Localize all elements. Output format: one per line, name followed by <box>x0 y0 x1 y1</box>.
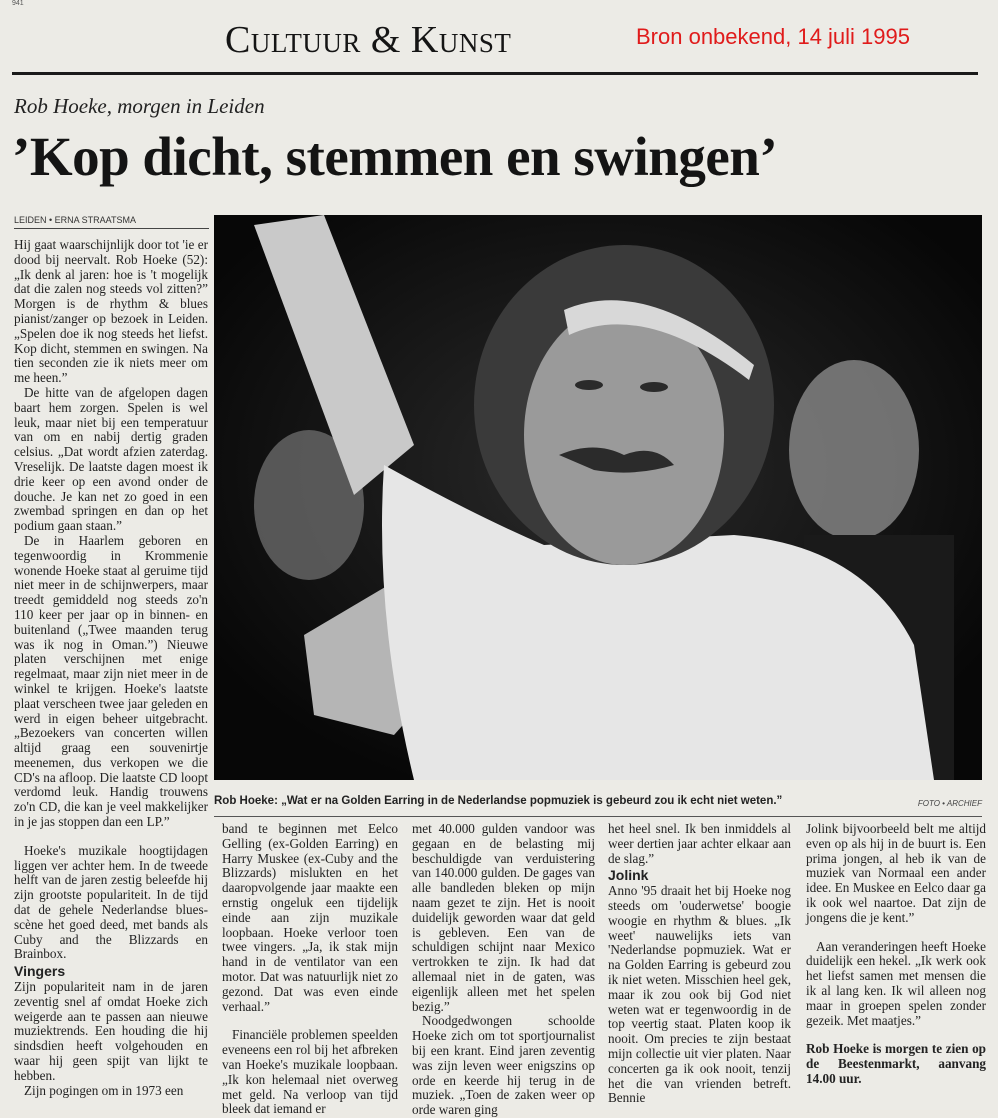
paragraph: band te beginnen met Eelco Gelling (ex-Golden Earring) en Harry Muskee (ex-Cuby and the Blizzards) mislukten en het daaropvolgende jaar maakte een ernstig ongeluk een tijdelijk einde aan zijn muzikale loopbaan. Hoeke verloor toen twee vingers. „Ja, ik stak mijn hand in de ventilator van een motor. Dat was natuurlijk niet zo gezond. Dat was even einde verhaal.” <box>222 821 398 1014</box>
kicker: Rob Hoeke, morgen in Leiden <box>14 94 265 118</box>
photo-credit: FOTO • ARCHIEF <box>917 799 982 808</box>
paragraph: Hij gaat waarschijnlijk door tot 'ie er dood bij neervalt. Rob Hoeke (52): „Ik denk al jaren: hoe is 't mogelijk dat die zalen nog steeds vol zitten?” Morgen is de rhythm & blues pianist/zanger op bezoek in Leiden. „Spelen doe ik nog steeds het liefst. Kop dicht, stemmen en swingen. Na tien seconden zie ik niets meer om me heen.” <box>14 237 208 386</box>
section-title: Cultuur & Kunst <box>225 19 512 61</box>
paragraph: met 40.000 gulden vandoor was gegaan en de belasting mij beschuldigde van verduistering van 140.000 gulden. De gages van alle bandleden bleken op mijn naam gezet te zijn. Het is nooit duidelijk geworden waar dat geld is gebleven. Een van de schuldigen schijnt naar Mexico vertrokken te zijn. Ik had dat allemaal niet in de gaten, was eigenlijk alleen met het spelen bezig.” <box>412 821 595 1014</box>
headline: ’Kop dicht, stemmen en swingen’ <box>12 126 778 187</box>
header-rule <box>12 72 978 75</box>
page-number: 941 <box>12 0 24 7</box>
article-photo <box>214 215 982 780</box>
subheading-jolink: Jolink <box>608 867 649 884</box>
article-column-2 <box>222 822 398 1117</box>
photo-image <box>214 215 982 780</box>
article-column-1 <box>14 238 208 1098</box>
subheading-vingers: Vingers <box>14 963 66 980</box>
paragraph: Jolink bijvoorbeeld belt me altijd even op als hij in de buurt is. Een prima jongen, al heb ik van de muziek van Normaal een ander idee. En Muskee en Eelco daar ga ik ook wel naartoe. Dat zijn de jongens die je kent.” <box>806 821 986 925</box>
closing-note: Rob Hoeke is morgen te zien op de Beestenmarkt, aanvang 14.00 uur. <box>806 1041 986 1086</box>
paragraph: het heel snel. Ik ben inmiddels al weer dertien jaar achter elkaar aan de slag.” <box>608 821 791 866</box>
article-column-4 <box>608 822 791 1106</box>
paragraph: Zijn populariteit nam in de jaren zeventig snel af omdat Hoeke zich weigerde aan te passen aan nieuwe muziektrends. Een houding die hij sindsdien heeft volgehouden en waar hij geen spijt van lijkt te hebben. <box>14 979 208 1083</box>
article-column-5 <box>806 822 986 1087</box>
paragraph: Zijn pogingen om in 1973 een <box>24 1082 184 1098</box>
paragraph: Financiële problemen speelden eveneens een rol bij het afbreken van Hoeke's muzikale loopbaan. „Ik kon helemaal niet overweg met geld. Na verloop van tijd bleek dat iemand er <box>222 1027 398 1117</box>
paragraph: Anno '95 draait het bij Hoeke nog steeds om 'ouderwetse' boogie woogie en rhythm & blues. „Ik weet' nauwelijks iets van 'Nederlandse popmuziek. Wat er na Golden Earring is gebeurd zou ik niet weten. Misschien heel gek, maar ik zou ook bij God niet weten wat er tegenwoordig in de top veertig staat. Platen koop ik nooit. Om precies te zijn bestaat mijn collectie uit vier platen. Naar concerten ga ik ook nooit, tenzij het die van vrienden betreft. Bennie <box>608 883 791 1106</box>
caption-rule <box>214 816 982 817</box>
paragraph: De in Haarlem geboren en tegenwoordig in Krommenie wonende Hoeke staat al geruime tijd niet meer in de schijnwerpers, maar treedt gemiddeld nog steeds zo'n 110 keer per jaar op in binnen- en buitenland („Twee maanden terug was ik nog in Oman.”) Nieuwe platen verschijnen met enige regelmaat, maar zijn niet meer in de winkel te krijgen. Hoeke's laatste plaat verscheen twee jaar geleden en werd in eigen beheer uitgebracht. „Bezoekers van concerten willen altijd graag een souvenirtje meenemen, dus verkopen we die CD's na afloop. Die laatste CD loopt verdomd leuk. Handig trouwens zo'n CD, die kan je veel makkelijker in je jas stoppen dan een LP.” <box>14 532 208 830</box>
paragraph: De hitte van de afgelopen dagen baart hem zorgen. Spelen is wel leuk, maar niet bij een temperatuur van om en nabij dertig graden celsius. „Dat wordt afzien zaterdag. Vreselijk. De laatste dagen moest ik drie keer op een avond onder de douche. Je kan net zo goed in een zwembad springen en dan op het podium gaan staan.” <box>14 384 208 534</box>
paragraph: Hoeke's muzikale hoogtijdagen liggen ver achter hem. In de tweede helft van de jaren zestig beleefde hij zijn grootste populariteit. In de tijd dat de gehele Nederlandse blues-scène het goed deed, met bands als Cuby and the Blizzards en Brainbox. <box>14 842 208 962</box>
photo-caption: Rob Hoeke: „Wat er na Golden Earring in de Nederlandse popmuziek is gebeurd zou ik echt niet weten.” <box>214 795 783 807</box>
paragraph: Aan veranderingen heeft Hoeke duidelijk een hekel. „Ik werk ook het liefst samen met mensen die ik al lang ken. Ik wil alleen nog maar in groepen spelen zonder gezeik. Met maatjes.” <box>806 938 986 1028</box>
source-note: Bron onbekend, 14 juli 1995 <box>636 24 910 49</box>
byline: LEIDEN • ERNA STRAATSMA <box>14 215 137 225</box>
byline-rule <box>14 228 209 229</box>
paragraph: Noodgedwongen schoolde Hoeke zich om tot sportjournalist bij een krant. Eind jaren zeventig was zijn leven weer enigszins op orde en keerde hij terug in de muziek. „Toen de zaken weer op orde waren ging <box>412 1013 595 1118</box>
article-column-3 <box>412 822 595 1118</box>
